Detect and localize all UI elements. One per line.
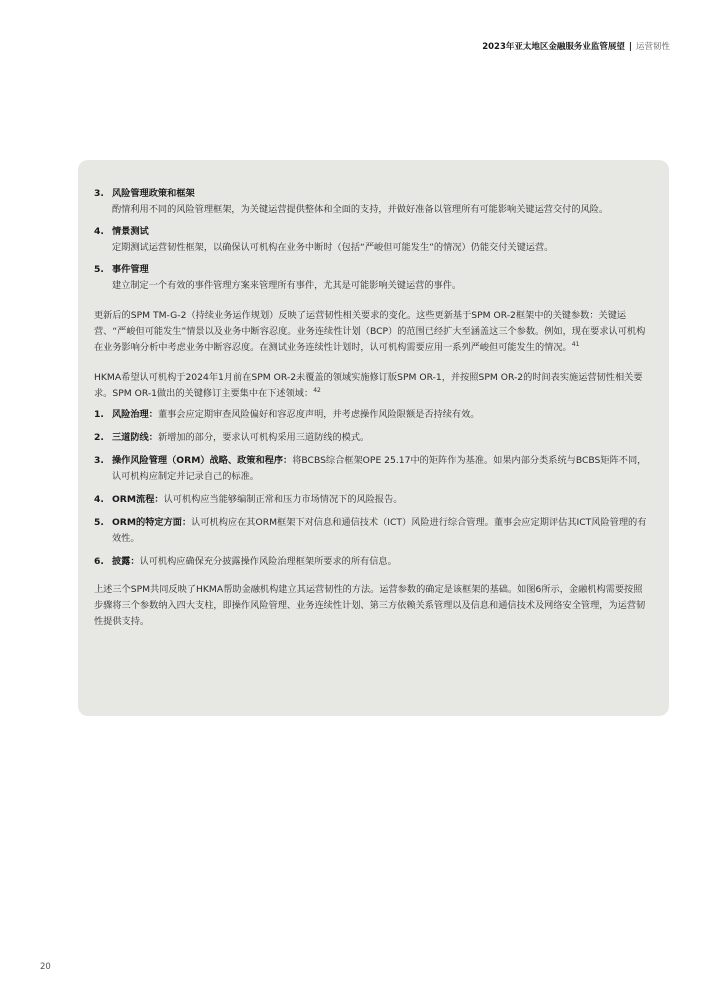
header-separator: | <box>628 42 632 52</box>
list-item <box>94 262 649 294</box>
paragraph-tm-g-2 <box>94 308 649 356</box>
list-item <box>94 492 649 508</box>
list-item <box>94 186 649 218</box>
item-text: 认可机构应在其ORM框架下对信息和通信技术（ICT）风险进行综合管理。董事会应定期评估其ICT风险管理的有效性。 <box>112 517 647 544</box>
item-text: 建立制定一个有效的事件管理方案来管理所有事件，尤其是可能影响关键运营的事件。 <box>112 280 462 291</box>
revisions-list <box>94 407 649 570</box>
list-item <box>94 515 649 547</box>
content-panel <box>78 160 669 716</box>
item-number: 6. <box>94 556 104 567</box>
list-item <box>94 430 649 446</box>
paragraph-or-1 <box>94 370 649 402</box>
item-number: 2. <box>94 432 104 443</box>
item-text: 董事会应定期审查风险偏好和容忍度声明，并考虑操作风险限额是否持续有效。 <box>157 409 480 420</box>
report-title: 2023年亚太地区金融服务业监管展望 <box>482 42 625 52</box>
paragraph-text: HKMA希望认可机构于2024年1月前在SPM OR-2未覆盖的领域实施修订版SPM OR-1，并按照SPM OR-2的时间表实施运营韧性相关要求。SPM OR-1做出的关键修订主要集中在下述领域： <box>94 372 643 399</box>
item-title: 披露： <box>112 556 140 567</box>
page-header <box>482 40 670 52</box>
footnote-ref: 42 <box>313 387 321 394</box>
list-item <box>94 554 649 570</box>
list-item <box>94 407 649 423</box>
item-title: 操作风险管理（ORM）战略、政策和程序： <box>112 455 293 466</box>
item-title: ORM流程： <box>112 494 164 505</box>
item-text: 将BCBS综合框架OPE 25.17中的矩阵作为基准。如果内部分类系统与BCBS矩阵不同，认可机构应制定并记录自己的标准。 <box>112 455 647 482</box>
item-text: 认可机构应确保充分披露操作风险治理框架所要求的所有信息。 <box>139 556 397 567</box>
item-title: 风险管理政策和框架 <box>112 188 195 199</box>
item-title: ORM的特定方面： <box>112 517 192 528</box>
list-item <box>94 224 649 256</box>
item-text: 定期测试运营韧性框架，以确保认可机构在业务中断时（包括“严峻但可能发生”的情况）仍能交付关键运营。 <box>112 242 554 253</box>
item-text: 新增加的部分，要求认可机构采用三道防线的模式。 <box>157 432 370 443</box>
paragraph-text: 更新后的SPM TM-G-2（持续业务运作规划）反映了运营韧性相关要求的变化。这些更新基于SPM OR-2框架中的关键参数：关键运营、“严峻但可能发生”情景以及业务中断容忍度。业务连续性计划（BCP）的范围已经扩大至涵盖这三个参数。例如，现在要求认可机构在业务影响分析中考虑业务中断容忍度。在测试业务连续性计划时，认可机构需要应用一系列严峻但可能发生的情况。 <box>94 310 646 353</box>
item-number: 5. <box>94 264 104 275</box>
item-title: 风险治理： <box>112 409 158 420</box>
item-number: 5. <box>94 517 104 528</box>
list-item <box>94 453 649 485</box>
item-title: 事件管理 <box>112 264 149 275</box>
item-number: 4. <box>94 494 104 505</box>
item-text: 认可机构应当能够编制正常和压力市场情况下的风险报告。 <box>163 494 403 505</box>
item-number: 3. <box>94 188 104 199</box>
item-title: 情景测试 <box>112 226 149 237</box>
page-number: 20 <box>40 962 51 972</box>
item-number: 4. <box>94 226 104 237</box>
item-number: 1. <box>94 409 104 420</box>
principles-list <box>94 186 649 294</box>
paragraph-summary: 上述三个SPM共同反映了HKMA帮助金融机构建立其运营韧性的方法。运营参数的确定是该框架的基础。如图6所示，金融机构需要按照步骤将三个参数纳入四大支柱，即操作风险管理、业务连续性计划、第三方依赖关系管理以及信息和通信技术及网络安全管理，为运营韧性提供支持。 <box>94 584 646 627</box>
item-text: 酌情利用不同的风险管理框架，为关键运营提供整体和全面的支持，并做好准备以管理所有可能影响关键运营交付的风险。 <box>112 204 609 215</box>
item-number: 3. <box>94 455 104 466</box>
footnote-ref: 41 <box>571 341 580 348</box>
section-name: 运营韧性 <box>635 42 670 52</box>
item-title: 三道防线： <box>112 432 158 443</box>
